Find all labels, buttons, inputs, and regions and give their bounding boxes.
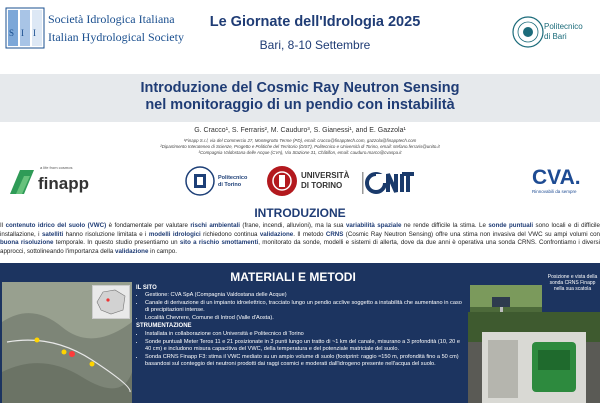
cnr-logo-icon bbox=[362, 170, 422, 196]
paper-title-line1: Introduzione del Cosmic Ray Neutron Sensing bbox=[140, 80, 460, 96]
probe-box-photo-image bbox=[468, 312, 600, 403]
site-item: • Località Chevrere, Comune di Introd (Valle d'Aosta). bbox=[145, 315, 464, 322]
affiliation-2: ²Dipartimento Interateneo di Scienze, Progetto e Politiche del Territorio (DIST), Politecnico e Università di Torino, email: stefano.ferraris@unito.it bbox=[160, 144, 440, 149]
society-name bbox=[48, 10, 184, 46]
polito-label bbox=[218, 175, 247, 189]
unito-line2: DI TORINO bbox=[301, 181, 343, 190]
svg-text:I: I bbox=[33, 28, 36, 38]
politecnico-bari-line1: Politecnico bbox=[544, 22, 583, 31]
affiliation-1: ¹Finapp S.r.l, via del Commercio 27, Montegrotto Terme (PD), email: cracco@finapptech.com, gazzola@finapptech.com bbox=[183, 138, 417, 143]
header bbox=[0, 0, 600, 74]
affiliation-3: ³Compagnia Valdostana delle Acque (CVA), Via Stazione 31, Châtillon, email: cauduro.marco@cvaspa.it bbox=[198, 150, 402, 155]
finapp-logo-icon bbox=[8, 168, 36, 196]
intro-paragraph: Il contenuto idrico del suolo (VWC) è fondamentale per valutare rischi ambientali (frane, incendi, alluvioni), ma la sua variabilità spaziale ne rende difficile la stima. Le sonde puntuali sono locali e di difficile installazione, i satelliti hanno risoluzione limitata e i modelli idrologici richiedono continua validazione. Il metodo CRNS (Cosmic Ray Neutron Sensing) offre una stima non invasiva del VWC su ampi volumi con buona risoluzione temporale. In questo studio presentiamo un sito a rischio smottamenti, monitorato da sonde, modelli e sistemi di allerta, dove da due anni è operativa una sonda CRNS. Confrontiamo i diversi approcci, sottolineando l'importanza della validazione in campo. bbox=[0, 222, 600, 255]
finapp-tagline: a life from cosmos bbox=[40, 165, 73, 170]
inset-map bbox=[92, 285, 130, 319]
paper-title bbox=[0, 80, 600, 114]
inset-map-image bbox=[93, 286, 129, 318]
polito-logo-icon bbox=[184, 165, 216, 197]
instrument-item: • Sonda CRNS Finapp F3: stima il VWC mediato su un ampio volume di suolo (footprint: raggio ≈150 m, profondità fino a 50 cm) basandosi sul conteggio dei neutroni prodotti dai raggi cosmici e moderati dall'idrogeno presente nell'acqua del suolo. bbox=[145, 354, 464, 369]
affiliations bbox=[0, 138, 600, 156]
photo-caption: Posizione e vista della sonda CRNS Finapp nella sua scatola bbox=[547, 274, 598, 292]
instrument-item: • Installata in collaborazione con Università e Politecnico di Torino bbox=[145, 331, 464, 338]
authors: G. Cracco¹, S. Ferraris², M. Cauduro³, S. Gianessi¹, and E. Gazzola¹ bbox=[194, 127, 406, 134]
unito-logo-icon bbox=[266, 165, 298, 197]
title-band bbox=[0, 74, 600, 122]
sih-logo-icon bbox=[4, 6, 46, 50]
society-name-it: Società Idrologica Italiana bbox=[48, 12, 175, 26]
svg-text:S: S bbox=[9, 28, 15, 38]
unito-label bbox=[301, 171, 349, 191]
site-list bbox=[145, 292, 464, 322]
materials-content bbox=[136, 284, 464, 369]
site-item: • Gestione: CVA SpA (Compagnia Valdostana delle Acque) bbox=[145, 292, 464, 299]
instrument-item: • Sonde puntuali Meter Teros 11 e 21 posizionate in 3 punti lungo un tratto di ~1 km del canale, misurano a 3 profondità (10, 20 e 40 cm) e includono misura capacitiva del VWC, della temperatura e del potenziale matriciale del suolo. bbox=[145, 339, 464, 354]
cva-tagline: Rinnovabili da sempre bbox=[532, 189, 577, 194]
cva-wordmark: CVA. bbox=[532, 166, 581, 189]
probe-box-photo bbox=[468, 312, 600, 403]
politecnico-bari-label bbox=[544, 22, 583, 42]
paper-title-line2: nel monitoraggio di un pendio con instabilità bbox=[145, 97, 455, 113]
instrument-list bbox=[145, 331, 464, 368]
site-item: • Canale di derivazione di un impianto idroelettrico, tracciato lungo un pendio acclive soggetto a instabilità che aumentano in caso di precipitazioni intense. bbox=[145, 300, 464, 315]
partner-logos bbox=[0, 160, 600, 202]
finapp-wordmark: finapp bbox=[38, 174, 89, 193]
svg-text:I: I bbox=[21, 28, 24, 38]
polito-line1: Politecnico bbox=[218, 175, 248, 181]
intro-heading: INTRODUZIONE bbox=[254, 206, 346, 220]
event-place-date: Bari, 8-10 Settembre bbox=[259, 38, 371, 52]
instrument-heading: STRUMENTAZIONE bbox=[136, 323, 192, 330]
event-title: Le Giornate dell'Idrologia 2025 bbox=[209, 14, 421, 30]
society-name-en: Italian Hydrological Society bbox=[48, 30, 184, 44]
materials-heading: MATERIALI E METODI bbox=[230, 270, 356, 284]
polito-line2: di Torino bbox=[218, 182, 242, 188]
site-heading: IL SITO bbox=[136, 285, 157, 291]
unito-line1: UNIVERSITÀ bbox=[301, 171, 350, 180]
politecnico-bari-line2: di Bari bbox=[544, 32, 567, 41]
